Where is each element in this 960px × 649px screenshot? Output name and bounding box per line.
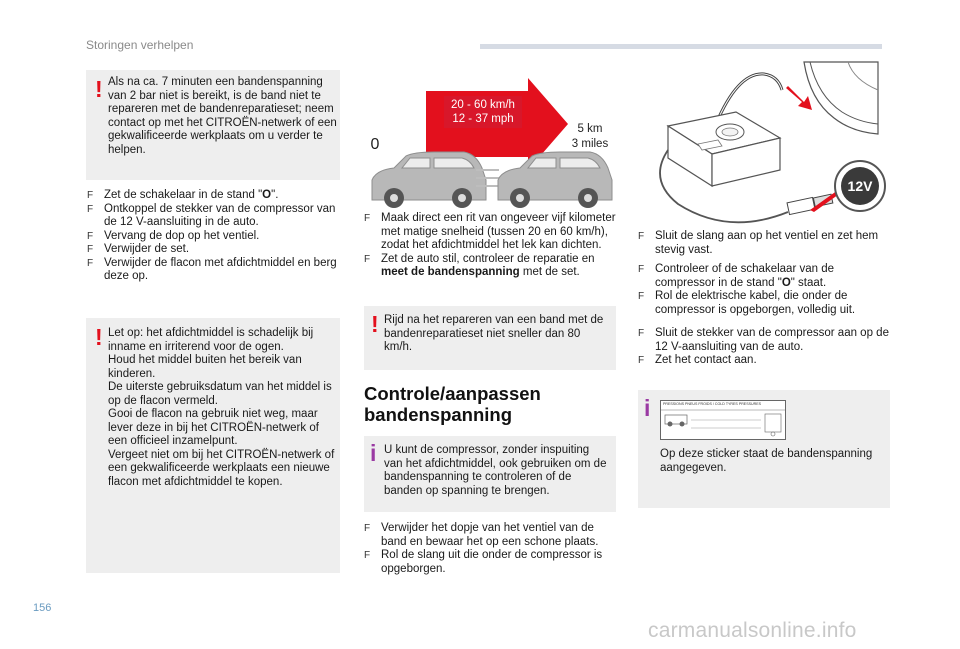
- page-header-title: Storingen verhelpen: [86, 38, 194, 52]
- valve-arrow-icon: [786, 86, 812, 110]
- info-box-compressor: [364, 436, 616, 512]
- list-item: F Verwijder de set.: [87, 243, 190, 255]
- warning-box-pressure: [86, 70, 340, 180]
- bullet-icon: F: [364, 253, 371, 265]
- list-item: F Maak direct een rit van ongeveer vijf kilometer met matige snelheid (tussen 20 en 60 km/h), zodat het afdichtmiddel het lek kan dichten.: [364, 212, 616, 251]
- warning-exclamation-icon: !: [95, 76, 103, 102]
- bullet-icon: F: [87, 244, 94, 255]
- steps-list-col1: [87, 189, 337, 284]
- warning-box-sealant: [86, 318, 340, 573]
- warning-text-sealant: Let op: het afdichtmiddel is schadelijk bij inname en irriterend voor de ogen. Houd het middel buiten het bereik van kinderen. De uiterste gebruiksdatum van het middel is op de flacon vermeld. Gooi de flacon na gebruik niet weg, maar lever deze in bij het CITROËN-netwerk of een officieel inzamelpunt. Vergeet niet om bij het CITROËN-netwerk of een gekwalificeerde werkplaats een nieuwe flacon met afdichtmiddel te kopen.: [108, 327, 335, 488]
- steps-list-col3-b: [638, 263, 890, 317]
- speed-kmh-label: 20 - 60 km/h: [451, 99, 515, 111]
- tyre-pressure-sticker: [660, 400, 786, 440]
- info-text-compressor: U kunt de compressor, zonder inspuiting van het afdichtmiddel, ook gebruiken om de bandenspanning te controleren of de banden op spanning te brengen.: [384, 444, 607, 497]
- list-item: F Ontkoppel de stekker van de compressor van de 12 V-aansluiting in de auto.: [87, 202, 336, 228]
- list-item: F Vervang de dop op het ventiel.: [87, 229, 260, 242]
- info-icon: i: [644, 395, 651, 421]
- bullet-icon: F: [638, 355, 645, 366]
- warning-text-pressure: Als na ca. 7 minuten een bandenspanning van 2 bar niet is bereikt, is de band niet te repareren met de bandenreparatieset; neem contact op met het CITROËN-netwerk of een gekwalificeerde werkplaats om u verder te helpen.: [108, 76, 337, 156]
- plug-icon: [787, 194, 833, 214]
- tyre-icon: [804, 62, 878, 134]
- info-icon: i: [370, 440, 377, 466]
- section-heading: Controle/aanpassen bandenspanning: [364, 383, 541, 425]
- bullet-icon: F: [364, 523, 371, 534]
- info-text-sticker: Op deze sticker staat de bandenspanning aangegeven.: [660, 448, 873, 474]
- distance-start-label: 0: [370, 136, 380, 153]
- bullet-icon: F: [87, 190, 94, 201]
- list-item: F Verwijder de flacon met afdichtmiddel en berg deze op.: [87, 256, 337, 282]
- bullet-icon: F: [87, 230, 94, 242]
- bullet-icon: F: [638, 328, 645, 339]
- warning-exclamation-icon: !: [371, 311, 379, 337]
- list-item: F Verwijder het dopje van het ventiel van de band en bewaar het op een schone plaats.: [364, 522, 599, 548]
- bullet-icon: F: [87, 203, 94, 215]
- bullet-icon: F: [364, 213, 371, 224]
- bullet-icon: F: [87, 257, 94, 269]
- distance-km-label: 5 km: [577, 123, 603, 135]
- list-item: F Zet het contact aan.: [638, 354, 757, 366]
- bullet-icon: F: [638, 291, 645, 302]
- sticker-table-icon: [661, 408, 785, 440]
- speed-mph-label: 12 - 37 mph: [452, 113, 514, 125]
- bullet-icon: F: [638, 264, 645, 275]
- distance-miles-label: 3 miles: [571, 138, 609, 150]
- steps-list-col3-a: [638, 230, 890, 257]
- compressor-diagram: [638, 60, 890, 226]
- warning-exclamation-icon: !: [95, 324, 103, 350]
- list-item: F Rol de slang uit die onder de compressor is opgeborgen.: [364, 549, 603, 575]
- steps-list-col2-top: [364, 212, 616, 280]
- page-number: 156: [33, 602, 52, 614]
- compressor-icon: [668, 112, 780, 186]
- watermark: carmanualsonline.info: [648, 619, 857, 642]
- steps-list-col3-c: [638, 327, 890, 368]
- list-item: F Sluit de slang aan op het ventiel en zet hem stevig vast.: [638, 230, 879, 256]
- list-item: F Rol de elektrische kabel, die onder de compressor is opgeborgen, volledig uit.: [638, 290, 856, 316]
- steps-list-col2-bottom: [364, 522, 616, 576]
- list-item: F Sluit de stekker van de compressor aan op de 12 V-aansluiting van de auto.: [638, 327, 889, 353]
- bullet-icon: F: [638, 231, 645, 242]
- list-item: F Zet de auto stil, controleer de reparatie en meet de bandenspanning met de set.: [364, 252, 595, 278]
- speed-diagram: [364, 74, 616, 210]
- header-bar: [480, 44, 882, 49]
- info-box-sticker: [638, 390, 890, 508]
- list-item: F Controleer of de schakelaar van de compressor in de stand "O" staat.: [638, 263, 834, 289]
- socket-label: 12V: [847, 178, 873, 194]
- bullet-icon: F: [364, 550, 371, 561]
- sticker-title: PRESSIONS PNEUS FROIDS / COLD TYRES PRESSURES: [663, 402, 761, 406]
- warning-box-speed: [364, 306, 616, 370]
- warning-text-speed: Rijd na het repareren van een band met de bandenreparatieset niet sneller dan 80 km/h.: [384, 314, 604, 353]
- list-item: F Zet de schakelaar in de stand "O".: [87, 189, 279, 201]
